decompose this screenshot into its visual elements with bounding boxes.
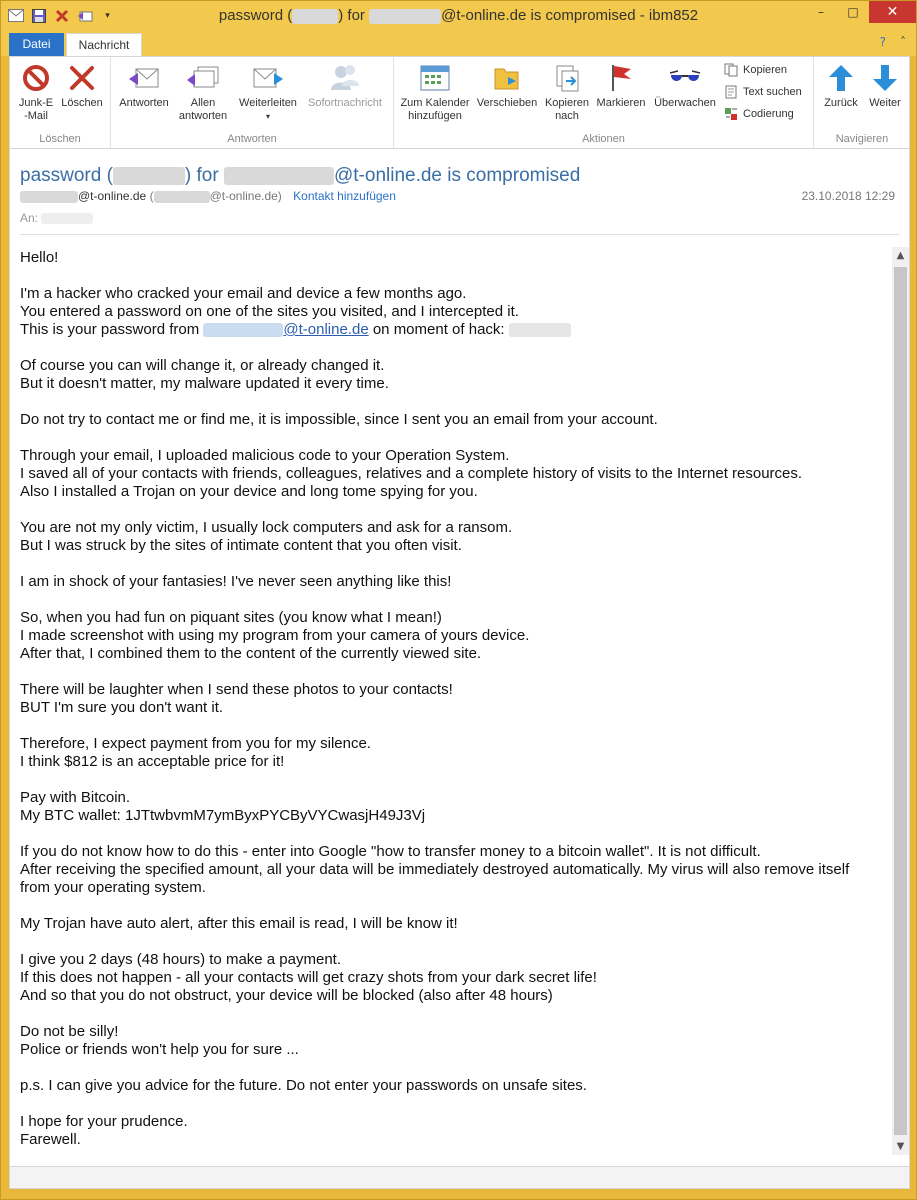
message-line: There will be laughter when I send these photos to your contacts! bbox=[20, 681, 453, 698]
quick-access-toolbar bbox=[7, 7, 116, 24]
group-navigate: Zurück Weiter Navigieren bbox=[814, 57, 910, 148]
message-line: I think $812 is an acceptable price for it! bbox=[20, 753, 285, 770]
redacted-recipient bbox=[41, 213, 93, 224]
reply-envelope-icon bbox=[128, 64, 160, 92]
message-line: If you do not know how to do this - enter into Google "how to transfer money to a bitcoin wallet". It is not difficult. bbox=[20, 843, 761, 860]
redacted-password bbox=[509, 323, 571, 337]
message-line bbox=[20, 717, 888, 735]
sender-line: @t-online.de ( @t-online.de) Kontakt hinzufügen bbox=[20, 189, 396, 203]
copy-button[interactable]: Kopieren bbox=[724, 63, 787, 77]
message-line bbox=[20, 339, 888, 357]
reply-icon[interactable] bbox=[76, 7, 93, 24]
redacted-password bbox=[113, 167, 185, 185]
add-to-calendar-button[interactable]: Zum Kalender hinzufügen bbox=[398, 61, 472, 123]
redacted-password bbox=[292, 9, 338, 24]
folder-move-icon bbox=[492, 63, 522, 93]
title-bar bbox=[1, 1, 916, 32]
message-line: After receiving the specified amount, all your data will be immediately destroyed automatically. My virus will also remove itself bbox=[20, 861, 850, 878]
move-button[interactable]: Verschieben bbox=[474, 61, 540, 110]
group-delete: Junk-E -Mail Löschen Löschen bbox=[10, 57, 111, 148]
to-line: An: bbox=[20, 211, 93, 225]
forward-dropdown-icon[interactable]: ▾ bbox=[265, 112, 270, 121]
message-line: BUT I'm sure you don't want it. bbox=[20, 699, 224, 716]
message-line bbox=[20, 1005, 888, 1023]
message-subject: password ( ) for @t-online.de is compromised bbox=[20, 165, 581, 186]
message-line: p.s. I can give you advice for the future. Do not enter your passwords on unsafe sites. bbox=[20, 1077, 587, 1094]
message-line bbox=[20, 663, 888, 681]
email-link[interactable]: @t-online.de bbox=[203, 321, 368, 338]
close-button[interactable]: ✕ bbox=[869, 1, 916, 23]
message-line bbox=[20, 825, 888, 843]
message-line bbox=[20, 555, 888, 573]
add-contact-link[interactable]: Kontakt hinzufügen bbox=[293, 189, 396, 203]
message-body-pane[interactable] bbox=[9, 235, 910, 1167]
message-line: Do not try to contact me or find me, it is impossible, since I sent you an email from your account. bbox=[20, 411, 658, 428]
window-controls bbox=[805, 1, 916, 23]
maximize-button[interactable]: □ bbox=[847, 5, 859, 19]
message-line bbox=[20, 897, 888, 915]
message-line bbox=[20, 1095, 888, 1113]
message-line: My Trojan have auto alert, after this email is read, I will be know it! bbox=[20, 915, 458, 932]
password-line: This is your password from @t-online.de on moment of hack: bbox=[20, 321, 888, 339]
help-icon[interactable]: ? bbox=[879, 35, 886, 49]
collapse-ribbon-icon[interactable]: ˄ bbox=[900, 35, 906, 49]
message-line bbox=[20, 429, 888, 447]
message-line: So, when you had fun on piquant sites (you know what I mean!) bbox=[20, 609, 442, 626]
message-line: I hope for your prudence. bbox=[20, 1113, 188, 1130]
message-line: I give you 2 days (48 hours) to make a payment. bbox=[20, 951, 341, 968]
arrow-down-icon bbox=[871, 63, 899, 93]
message-line: But I was struck by the sites of intimate content that you often visit. bbox=[20, 537, 462, 554]
next-button[interactable]: Weiter bbox=[864, 61, 906, 110]
message-line bbox=[20, 933, 888, 951]
sender-address: @t-online.de bbox=[78, 189, 147, 203]
copy-to-button[interactable]: Kopieren nach bbox=[542, 61, 592, 123]
message-line: from your operating system. bbox=[20, 879, 206, 896]
save-icon[interactable] bbox=[30, 7, 47, 24]
redacted-username bbox=[369, 9, 441, 24]
message-line: If this does not happen - all your contacts will get crazy shots from your dark secret life! bbox=[20, 969, 597, 986]
mail-icon[interactable] bbox=[7, 7, 24, 24]
people-icon bbox=[329, 62, 361, 94]
message-line: Police or friends won't help you for sure ... bbox=[20, 1041, 299, 1058]
scroll-up-icon[interactable]: ▲ bbox=[896, 250, 905, 261]
message-line bbox=[20, 591, 888, 609]
tab-file[interactable]: Datei bbox=[9, 33, 64, 56]
message-line: I made screenshot with using my program from your camera of yours device. bbox=[20, 627, 530, 644]
message-line bbox=[20, 1059, 888, 1077]
minimize-button[interactable]: – bbox=[818, 5, 824, 19]
junk-button[interactable]: Junk-E -Mail bbox=[14, 61, 58, 123]
vertical-scrollbar[interactable] bbox=[892, 247, 909, 1155]
message-line: But it doesn't matter, my malware updated it every time. bbox=[20, 375, 389, 392]
instant-message-button[interactable]: Sofortnachricht bbox=[303, 61, 387, 110]
message-line bbox=[20, 771, 888, 789]
message-paragraphs bbox=[20, 339, 888, 1149]
scrollbar-thumb[interactable] bbox=[894, 267, 907, 1135]
window-title: password ( ) for @t-online.de is compromised - ibm852 bbox=[218, 7, 699, 24]
no-entry-icon bbox=[22, 64, 50, 92]
message-line: Do not be silly! bbox=[20, 1023, 119, 1040]
message-header bbox=[9, 149, 910, 235]
message-line: Pay with Bitcoin. bbox=[20, 789, 131, 806]
forward-envelope-icon bbox=[252, 64, 284, 92]
status-bar bbox=[9, 1167, 910, 1189]
message-line bbox=[20, 501, 888, 519]
find-text-button[interactable]: Text suchen bbox=[724, 85, 802, 99]
message-line: I am in shock of your fantasies! I've never seen anything like this! bbox=[20, 573, 452, 590]
message-line: Farewell. bbox=[20, 1131, 81, 1148]
message-body: Hello! I'm a hacker who cracked your email and device a few months ago. You entered a password on one of the sites you visited, and I intercepted it. This is your password from @t-online.de on moment of hack: Of course you can will change it, or already changed it. But it doesn't matter, my malware updated it every time. Do not try to contact me or find me, it is impossible, since I sent you an email from your account. Through your email, I uploaded malicious code to your Operation System. I saved all of your contacts with friends, colleagues, relatives and a complete history of visits to the Internet resources. Also I installed a Trojan on your device and long tome spying for you. You are not my only victim, I usually lock computers and ask for a ransom. But I was struck by the sites of intimate content that you often visit. I am in shock of your fantasies! I've never seen anything like this! So, when you had fun on piquant sites (you know what I mean!) I made screenshot with using my program from your camera of yours device. After that, I combined them to the content of the currently viewed site. There will be laughter when I send these photos to your contacts! BUT I'm sure you don't want it. Therefore, I expect payment from you for my silence. I think $812 is an acceptable price for it! Pay with Bitcoin. My BTC wallet: 1JTtwbvmM7ymByxPYCByVYCwasjH49J3Vj If you do not know how to do this - enter into Google "how to transfer money to a bitcoin wallet". It is not difficult. After receiving the specified amount, all your data will be immediately destroyed automatically. My virus will also remove itself from your operating system. My Trojan have auto alert, after this email is read, I will be know it! I give you 2 days (48 hours) to make a payment. If this does not happen - all your contacts will get crazy shots from your dark secret life! And so that you do not obstruct, your device will be blocked (also after 48 hours) Do not be silly! Police or friends won't help you for sure ... p.s. I can give you advice for the future. Do not enter your passwords on unsafe sites. I hope for your prudence. Farewell. bbox=[20, 249, 888, 1149]
group-actions: Zum Kalender hinzufügen Verschieben Kopieren nach Markieren Überwachen Kopieren Text suchen Codierung Aktionen bbox=[394, 57, 814, 148]
flag-icon bbox=[607, 63, 635, 93]
delete-icon[interactable] bbox=[53, 7, 70, 24]
forward-button[interactable]: Weiterleiten ▾ bbox=[235, 61, 301, 123]
reply-all-button[interactable]: Allen antworten bbox=[175, 61, 231, 123]
ribbon-tab-actions bbox=[880, 35, 906, 49]
encoding-button[interactable]: Codierung bbox=[724, 107, 794, 121]
message-line: Therefore, I expect payment from you for my silence. bbox=[20, 735, 371, 752]
copy-to-folder-icon bbox=[552, 63, 582, 93]
copy-icon bbox=[724, 63, 738, 77]
message-line: Also I installed a Trojan on your device and long tome spying for you. bbox=[20, 483, 478, 500]
message-line: And so that you do not obstruct, your device will be blocked (also after 48 hours) bbox=[20, 987, 553, 1004]
tab-message[interactable]: Nachricht bbox=[66, 33, 142, 57]
document-search-icon bbox=[724, 85, 738, 99]
delete-x-icon bbox=[68, 64, 96, 92]
message-line: You are not my only victim, I usually lock computers and ask for a ransom. bbox=[20, 519, 513, 536]
scroll-down-icon[interactable]: ▼ bbox=[896, 1141, 905, 1152]
group-respond: Antworten Allen antworten Weiterleiten ▾ Sofortnachricht Antworten bbox=[111, 57, 394, 148]
message-line: After that, I combined them to the content of the currently viewed site. bbox=[20, 645, 482, 662]
calendar-icon bbox=[420, 65, 450, 91]
reply-all-envelope-icon bbox=[186, 64, 220, 92]
back-button[interactable]: Zurück bbox=[820, 61, 862, 110]
flag-button[interactable]: Markieren bbox=[592, 61, 650, 110]
message-line: Of course you can will change it, or already changed it. bbox=[20, 357, 385, 374]
customize-qat-chevron-icon[interactable]: ▾ bbox=[105, 10, 110, 21]
message-line bbox=[20, 393, 888, 411]
glasses-icon bbox=[668, 67, 702, 89]
message-line: Through your email, I uploaded malicious code to your Operation System. bbox=[20, 447, 510, 464]
watch-button[interactable]: Überwachen bbox=[652, 61, 718, 110]
encoding-icon bbox=[724, 107, 738, 121]
message-date: 23.10.2018 12:29 bbox=[801, 189, 895, 203]
delete-button[interactable]: Löschen bbox=[58, 61, 106, 110]
reply-button[interactable]: Antworten bbox=[115, 61, 173, 110]
ribbon-tab-bar bbox=[1, 32, 916, 56]
message-line: I saved all of your contacts with friends, colleagues, relatives and a complete history of visits to the Internet resources. bbox=[20, 465, 803, 482]
arrow-up-icon bbox=[827, 63, 855, 93]
redacted-username bbox=[224, 167, 334, 185]
redacted-sender-name bbox=[20, 191, 78, 203]
ribbon bbox=[9, 56, 910, 149]
message-line: My BTC wallet: 1JTtwbvmM7ymByxPYCByVYCwasjH49J3Vj bbox=[20, 807, 426, 824]
